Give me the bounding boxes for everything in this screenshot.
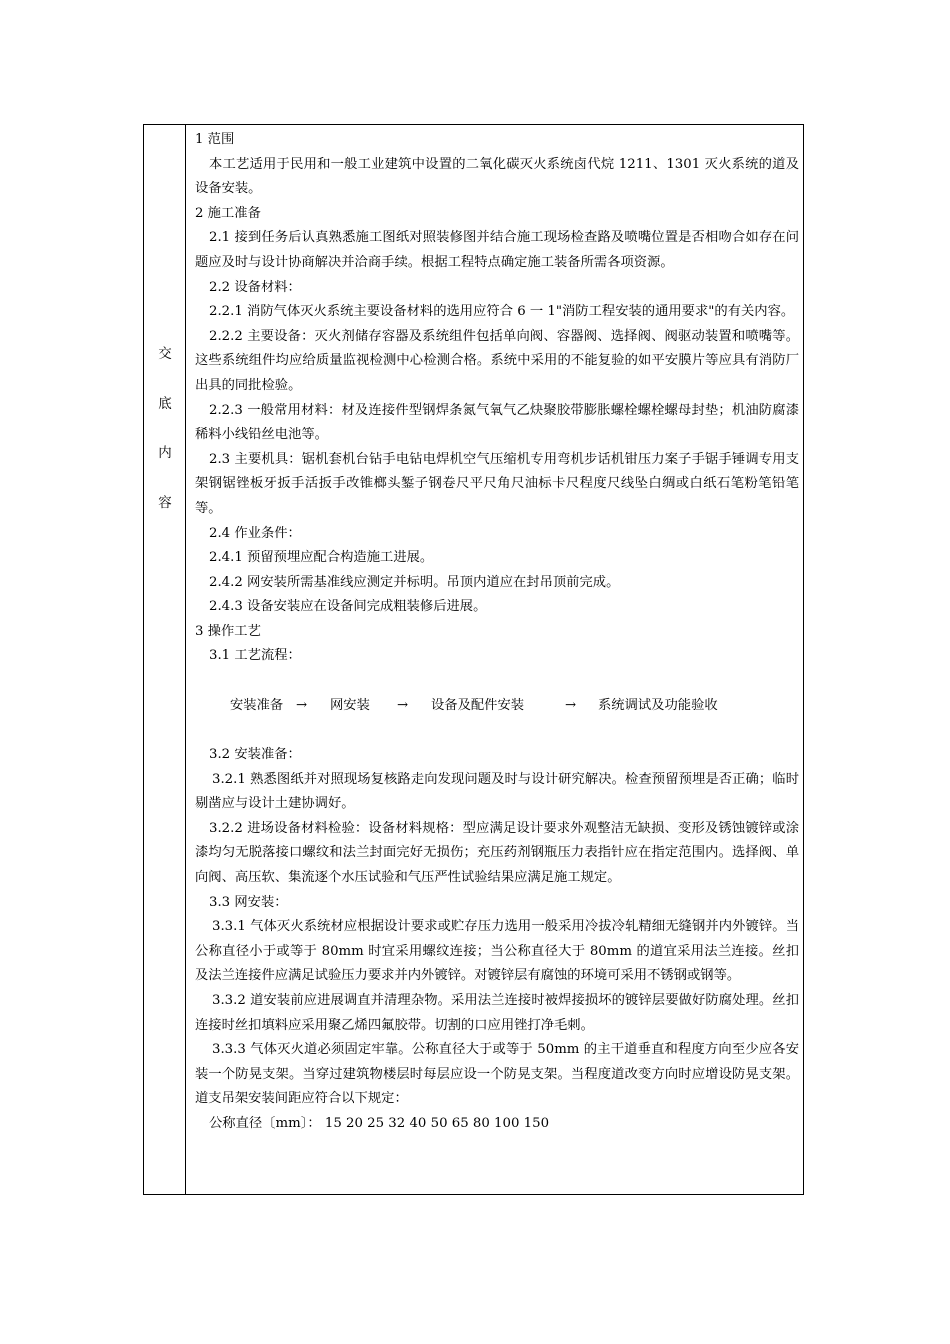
paragraph: 2.4.3 设备安装应在设备间完成粗装修后进展。 [209,599,487,615]
flow-step: 设备及配件安装 [431,698,525,714]
process-flow [195,669,799,743]
paragraph: 2.4.2 网安装所需基准线应测定并标明。吊顶内道应在封吊顶前完成。 [209,574,620,590]
paragraph: 2.2.2 主要设备：灭火剂储存容器及系统组件包括单向阀、容器阀、选择阀、阀驱动装置和喷嘴等。这些系统组件均应给质量监视检测中心检测合格。系统中采用的不能复验的如平安膜片等应具有消防厂出具的同批检验。 [195,328,799,393]
paragraph: 2.1 接到任务后认真熟悉施工图纸对照装修图并结合施工现场检查路及喷嘴位置是否相吻合如存在问题应及时与设计协商解决并洽商手续。根据工程特点确定施工装备所需各项资源。 [195,230,799,270]
paragraph: 2.4.1 预留预埋应配合构造施工进展。 [209,550,434,566]
flow-arrow: → [296,698,308,714]
side-label-char: 底 [158,396,172,412]
section-heading: 3 操作工艺 [195,623,261,639]
side-label-char: 容 [158,495,172,511]
side-label-char: 内 [158,445,172,461]
flow-step: 系统调试及功能验收 [598,698,718,714]
side-label-column [144,125,186,1194]
paragraph: 2.3 主要机具：锯机套机台钻手电钻电焊机空气压缩机专用弯机步话机钳压力案子手锯手锤调专用支架钢锯锉板牙扳手活扳手改锥榔头錾子钢卷尺平尺角尺油标卡尺程度尺线坠白绸或白纸石笔粉笔铅笔等。 [195,451,799,516]
flow-step: 安装准备 [230,698,284,714]
paragraph: 3.3.2 道安装前应进展调直并清理杂物。采用法兰连接时被焊接损坏的镀锌层要做好防腐处理。丝扣连接时丝扣填料应采用聚乙烯四氟胶带。切割的口应用锉打净毛刺。 [195,993,799,1033]
subsection-heading: 3.2 安装准备： [209,747,301,763]
subsection-heading: 3.3 网安装： [209,894,288,910]
paragraph: 2.2.3 一般常用材料：材及连接件型钢焊条氮气氧气乙炔聚胶带膨胀螺栓螺栓螺母封垫；机油防腐漆稀料小线铅丝电池等。 [195,402,799,443]
flow-arrow: → [565,698,577,714]
section-heading: 2 施工准备 [195,205,261,221]
section-heading: 1 范围 [195,132,235,147]
subsection-heading: 3.1 工艺流程： [209,648,301,664]
paragraph: 本工艺适用于民用和一般工业建筑中设置的二氧化碳灭火系统卤代烷 1211、1301 灭火系统的道及设备安装。 [195,156,799,197]
paragraph: 3.3.1 气体灭火系统材应根据设计要求或贮存压力选用一般采用冷拔冷轧精细无缝钢并内外镀锌。当公称直径小于或等于 80mm 时宜采用螺纹连接；当公称直径大于 80mm 的道宜采用法兰连接。丝扣及法兰连接件应满足试验压力要求并内外镀锌。对镀锌层有腐蚀的环境可采用不锈钢或钢等。 [195,919,799,984]
side-label-char: 交 [158,346,172,362]
subsection-heading: 2.4 作业条件： [209,525,301,541]
paragraph: 3.2.2 进场设备材料检验：设备材料规格：型应满足设计要求外观整洁无缺损、变形及锈蚀镀锌或涂漆均匀无脱落接口螺纹和法兰封面完好无损伤；充压药剂钢瓶压力表指针应在指定范围内。选择阀、单向阀、高压软、集流逐个水压试验和气压严性试验结果应满足施工规定。 [195,820,799,886]
disclosure-table [143,124,804,1195]
content-cell [195,128,799,1137]
flow-arrow: → [397,698,409,714]
paragraph: 3.3.3 气体灭火道必须固定牢靠。公称直径大于或等于 50mm 的主干道垂直和程度方向至少应各安装一个防晃支架。当穿过建筑物楼层时每层应设一个防晃支架。当程度道改变方向时应增设防晃支架。道支吊架安装间距应符合以下规定： [195,1042,799,1107]
paragraph: 3.2.1 熟悉图纸并对照现场复核路走向发现问题及时与设计研究解决。检查预留预埋是否正确；临时剔凿应与设计土建协调好。 [195,771,799,812]
diameter-row: 公称直径〔mm〕： 15 20 25 32 40 50 65 80 100 150 [209,1115,550,1131]
flow-step: 网安装 [330,698,370,714]
paragraph: 2.2.1 消防气体灭火系统主要设备材料的选用应符合 6 一 1"消防工程安装的通用要求"的有关内容。 [209,304,795,320]
subsection-heading: 2.2 设备材料： [209,279,301,295]
